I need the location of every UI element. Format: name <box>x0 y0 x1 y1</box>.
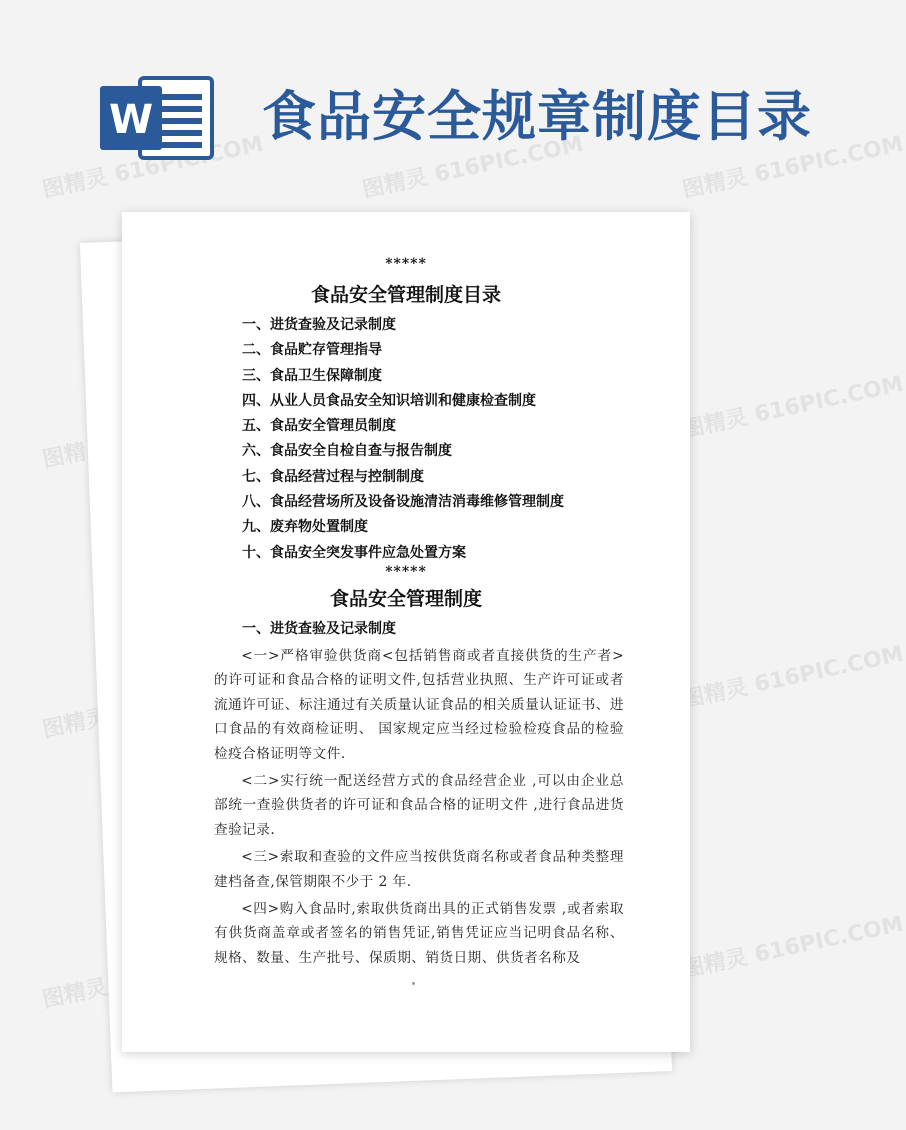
document-page <box>122 212 690 1052</box>
toc-item: 四、从业人员食品安全知识培训和健康检查制度 <box>242 392 536 409</box>
watermark: 图精灵 616PIC.COM <box>680 371 906 444</box>
table-of-contents <box>242 314 564 567</box>
toc-title: 食品安全管理制度目录 <box>310 284 501 306</box>
watermark: 图精灵 616PIC.COM <box>360 131 586 204</box>
toc-item: 一、进货查验及记录制度 <box>242 317 396 333</box>
page-mark <box>412 982 415 985</box>
toc-item: 二、食品贮存管理指导 <box>242 342 382 359</box>
watermark: 图精灵 616PIC.COM <box>40 131 266 204</box>
word-icon-letter: W <box>108 97 154 143</box>
toc-item: 六、食品安全自检自查与报告制度 <box>242 443 452 460</box>
paragraph: <二>实行统一配送经营方式的食品经营企业 ,可以由企业总部统一查验供货者的许可证和食品合格的证明文件 ,进行食品进货查验记录. <box>214 773 624 838</box>
paragraph: <四>购入食品时,索取供货商出具的正式销售发票 ,或者索取有供货商盖章或者签名的销售凭证,销售凭证应当记明食品名称、规格、数量、生产批号、保质期、销货日期、供货者名称及 <box>214 901 624 966</box>
toc-item: 五、食品安全管理员制度 <box>242 418 396 435</box>
toc-item: 九、废弃物处置制度 <box>242 519 368 536</box>
stars-decoration: ***** <box>385 256 427 272</box>
toc-item: 三、食品卫生保障制度 <box>242 367 382 384</box>
toc-item: 七、食品经营过程与控制制度 <box>242 468 424 485</box>
page-header <box>0 0 812 190</box>
watermark: 图精灵 <box>40 434 111 474</box>
page-title: 食品安全规章制度目录 <box>262 85 812 148</box>
paragraph: <三>索取和查验的文件应当按供货商名称或者食品种类整理建档备查,保管期限不少于 2 年. <box>214 849 624 890</box>
watermark: 图精灵 616PIC.COM <box>680 911 906 984</box>
toc-item: 八、食品经营场所及设备设施清洁消毒维修管理制度 <box>242 494 564 511</box>
watermark: 图精灵 <box>40 974 111 1014</box>
toc-item: 十、食品安全突发事件应急处置方案 <box>242 544 466 561</box>
watermark: 图精灵 616PIC.COM <box>680 641 906 714</box>
stars-decoration: ***** <box>385 564 427 580</box>
watermark: 图精灵 616PIC.COM <box>680 131 906 204</box>
watermark: 图精灵 <box>40 704 111 744</box>
main-title: 食品安全管理制度 <box>329 588 482 610</box>
section-heading: 一、进货查验及记录制度 <box>242 621 396 637</box>
word-document-icon <box>100 72 216 164</box>
body-text <box>214 644 624 973</box>
paragraph: <一>严格审验供货商<包括销售商或者直接供货的生产者>的许可证和食品合格的证明文件,包括营业执照、生产许可证或者流通许可证、标注通过有关质量认证食品的相关质量认证证书、进口食品的有效商检证明、 国家规定应当经过检验检疫食品的检验检疫合格证明等文件. <box>214 648 624 762</box>
